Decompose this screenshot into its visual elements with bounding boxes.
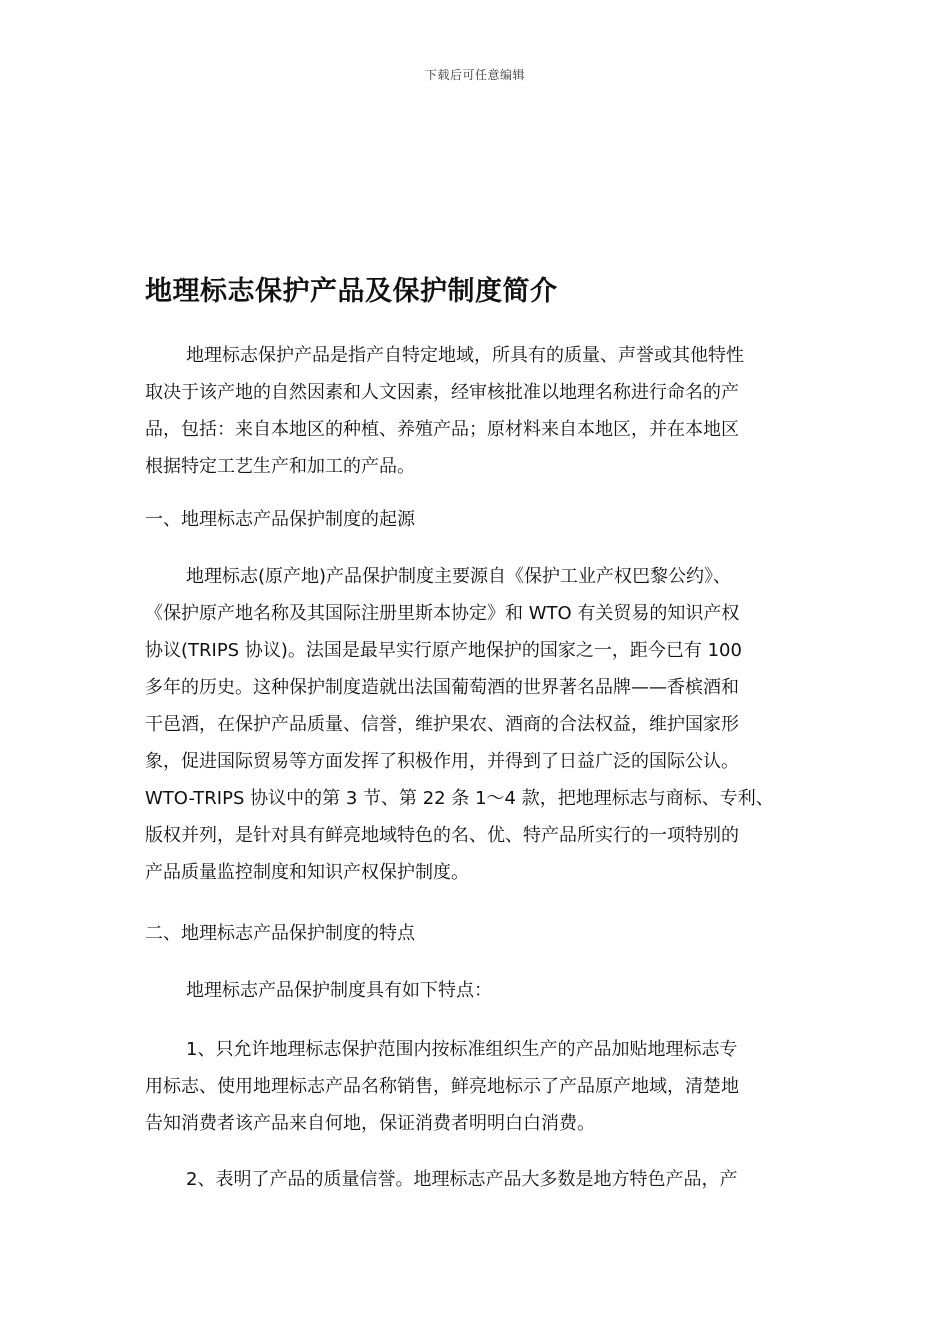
paragraph-line: 2、表明了产品的质量信誉。地理标志产品大多数是地方特色产品，产 (186, 1169, 738, 1190)
paragraph-line: 协议(TRIPS 协议)。法国是最早实行原产地保护的国家之一，距今已有 100 (145, 640, 742, 661)
feature-item-2 (145, 1161, 825, 1198)
paragraph-line: 地理标志保护产品是指产自特定地域，所具有的质量、声誉或其他特性 (186, 345, 744, 366)
paragraph-line: 《保护原产地名称及其国际注册里斯本协定》和 WTO 有关贸易的知识产权 (145, 603, 740, 624)
origin-paragraph (145, 558, 825, 891)
paragraph-line: 版权并列，是针对具有鲜亮地域特色的名、优、特产品所实行的一项特别的 (145, 825, 739, 846)
paragraph-line: WTO-TRIPS 协议中的第 3 节、第 22 条 1～4 款，把地理标志与商标、专利、 (145, 788, 774, 809)
feature-item-1 (145, 1031, 825, 1142)
paragraph-line: 象，促进国际贸易等方面发挥了积极作用，并得到了日益广泛的国际公认。 (145, 751, 739, 772)
document-title: 地理标志保护产品及保护制度简介 (145, 276, 558, 307)
page-header-note: 下载后可任意编辑 (424, 68, 525, 82)
intro-paragraph (145, 337, 825, 485)
section-heading-origin: 一、地理标志产品保护制度的起源 (145, 509, 415, 530)
paragraph-line: 多年的历史。这种保护制度造就出法国葡萄酒的世界著名品牌——香槟酒和 (145, 677, 739, 698)
paragraph-line: 干邑酒，在保护产品质量、信誉，维护果农、酒商的合法权益，维护国家形 (145, 714, 739, 735)
section-heading-features: 二、地理标志产品保护制度的特点 (145, 923, 415, 944)
paragraph-line: 1、只允许地理标志保护范围内按标准组织生产的产品加贴地理标志专 (186, 1039, 738, 1060)
paragraph-line: 告知消费者该产品来自何地，保证消费者明明白白消费。 (145, 1113, 595, 1134)
paragraph-line: 品，包括：来自本地区的种植、养殖产品；原材料来自本地区，并在本地区 (145, 419, 739, 440)
paragraph-line: 地理标志产品保护制度具有如下特点： (186, 980, 492, 1001)
paragraph-line: 产品质量监控制度和知识产权保护制度。 (145, 862, 469, 883)
paragraph-line: 用标志、使用地理标志产品名称销售，鲜亮地标示了产品原产地域，清楚地 (145, 1076, 739, 1097)
paragraph-line: 根据特定工艺生产和加工的产品。 (145, 456, 415, 477)
paragraph-line: 地理标志(原产地)产品保护制度主要源自《保护工业产权巴黎公约》、 (186, 566, 732, 587)
paragraph-line: 取决于该产地的自然因素和人文因素，经审核批准以地理名称进行命名的产 (145, 382, 739, 403)
features-lead-paragraph (145, 972, 825, 1009)
